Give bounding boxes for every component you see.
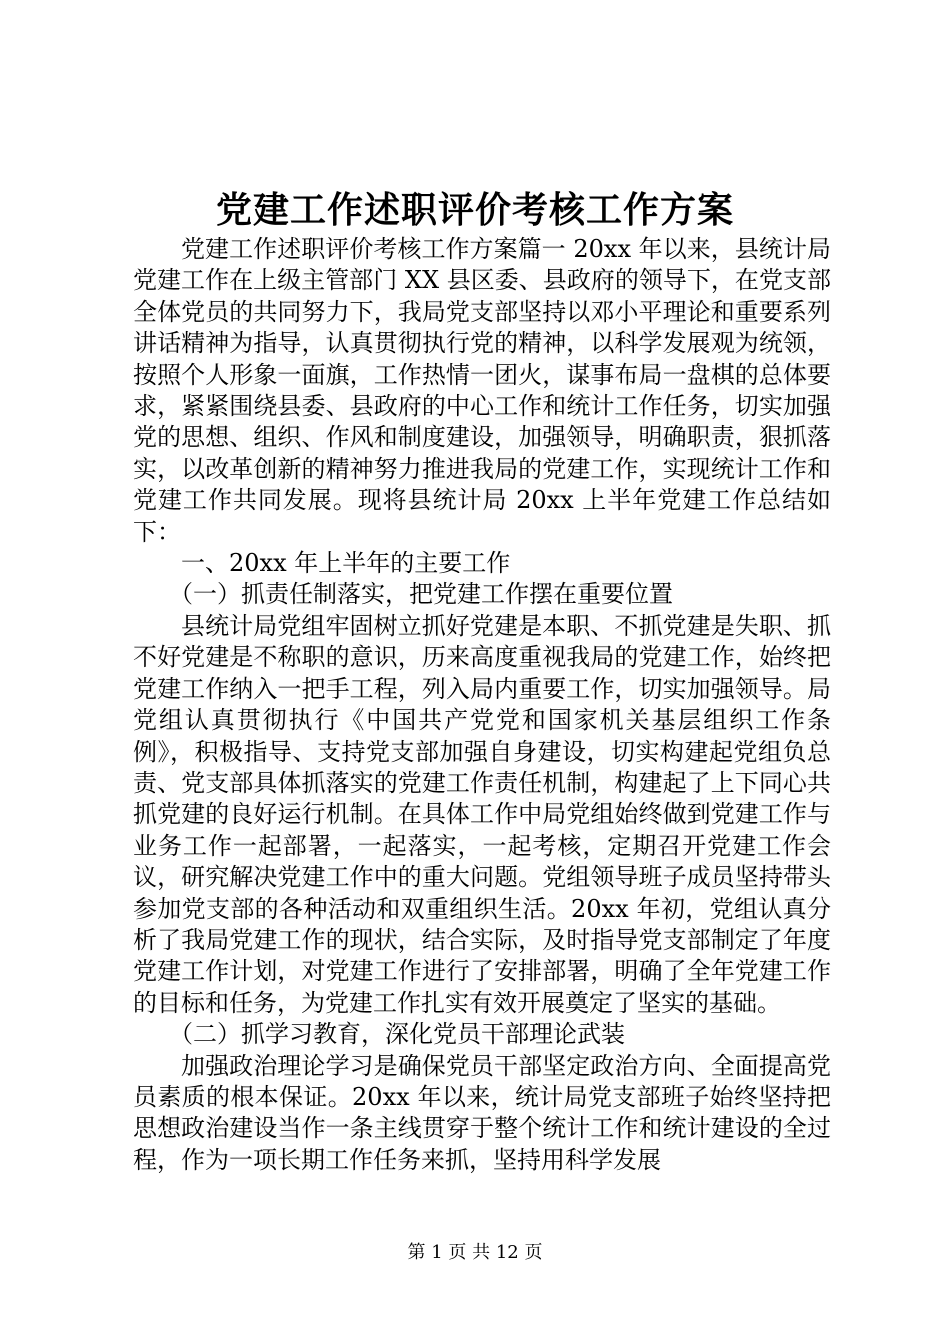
document-body (133, 234, 831, 1176)
document-title: 党建工作述职评价考核工作方案 (215, 189, 734, 231)
paragraph-responsibility: 县统计局党组牢固树立抓好党建是本职、不抓党建是失职、抓不好党建是不称职的意识，历来高度重视我局的党建工作，始终把党建工作纳入一把手工程，列入局内重要工作，切实加强领导。局党组认真贯彻执行《中国共产党党和国家机关基层组织工作条例》，积极指导、支持党支部加强自身建设，切实构建起党组负总责、党支部具体抓落实的党建工作责任机制，构建起了上下同心共抓党建的良好运行机制。在具体工作中局党组始终做到党建工作与业务工作一起部署，一起落实，一起考核，定期召开党建工作会议，研究解决党建工作中的重大问题。党组领导班子成员坚持带头参加党支部的各种活动和双重组织生活。20xx 年初，党组认真分析了我局党建工作的现状，结合实际，及时指导党支部制定了年度党建工作计划，对党建工作进行了安排部署，明确了全年党建工作的目标和任务，为党建工作扎实有效开展奠定了坚实的基础。 (133, 611, 831, 1017)
subsection-heading-2: （二）抓学习教育，深化党员干部理论武装 (169, 1020, 625, 1049)
subsection-heading-1: （一）抓责任制落实，把党建工作摆在重要位置 (169, 580, 673, 609)
section-heading-1: 一、20xx 年上半年的主要工作 (181, 549, 511, 578)
paragraph-study: 加强政治理论学习是确保党员干部坚定政治方向、全面提高党员素质的根本保证。20xx 年以来，统计局党支部班子始终坚持把思想政治建设当作一条主线贯穿于整个统计工作和统计建设的全过程，作为一项长期工作任务来抓，坚持用科学发展 (133, 1051, 831, 1174)
paragraph-intro: 党建工作述职评价考核工作方案篇一 20xx 年以来，县统计局党建工作在上级主管部门 XX 县区委、县政府的领导下，在党支部全体党员的共同努力下，我局党支部坚持以邓小平理论和重要系列讲话精神为指导，认真贯彻执行党的精神，以科学发展观为统领，按照个人形象一面旗，工作热情一团火，谋事布局一盘棋的总体要求，紧紧围绕县委、县政府的中心工作和统计工作任务，切实加强党的思想、组织、作风和制度建设，加强领导，明确职责，狠抓落实，以改革创新的精神努力推进我局的党建工作，实现统计工作和党建工作共同发展。现将县统计局 20xx 上半年党建工作总结如下： (133, 235, 831, 546)
page-footer: 第 1 页 共 12 页 (407, 1242, 543, 1263)
